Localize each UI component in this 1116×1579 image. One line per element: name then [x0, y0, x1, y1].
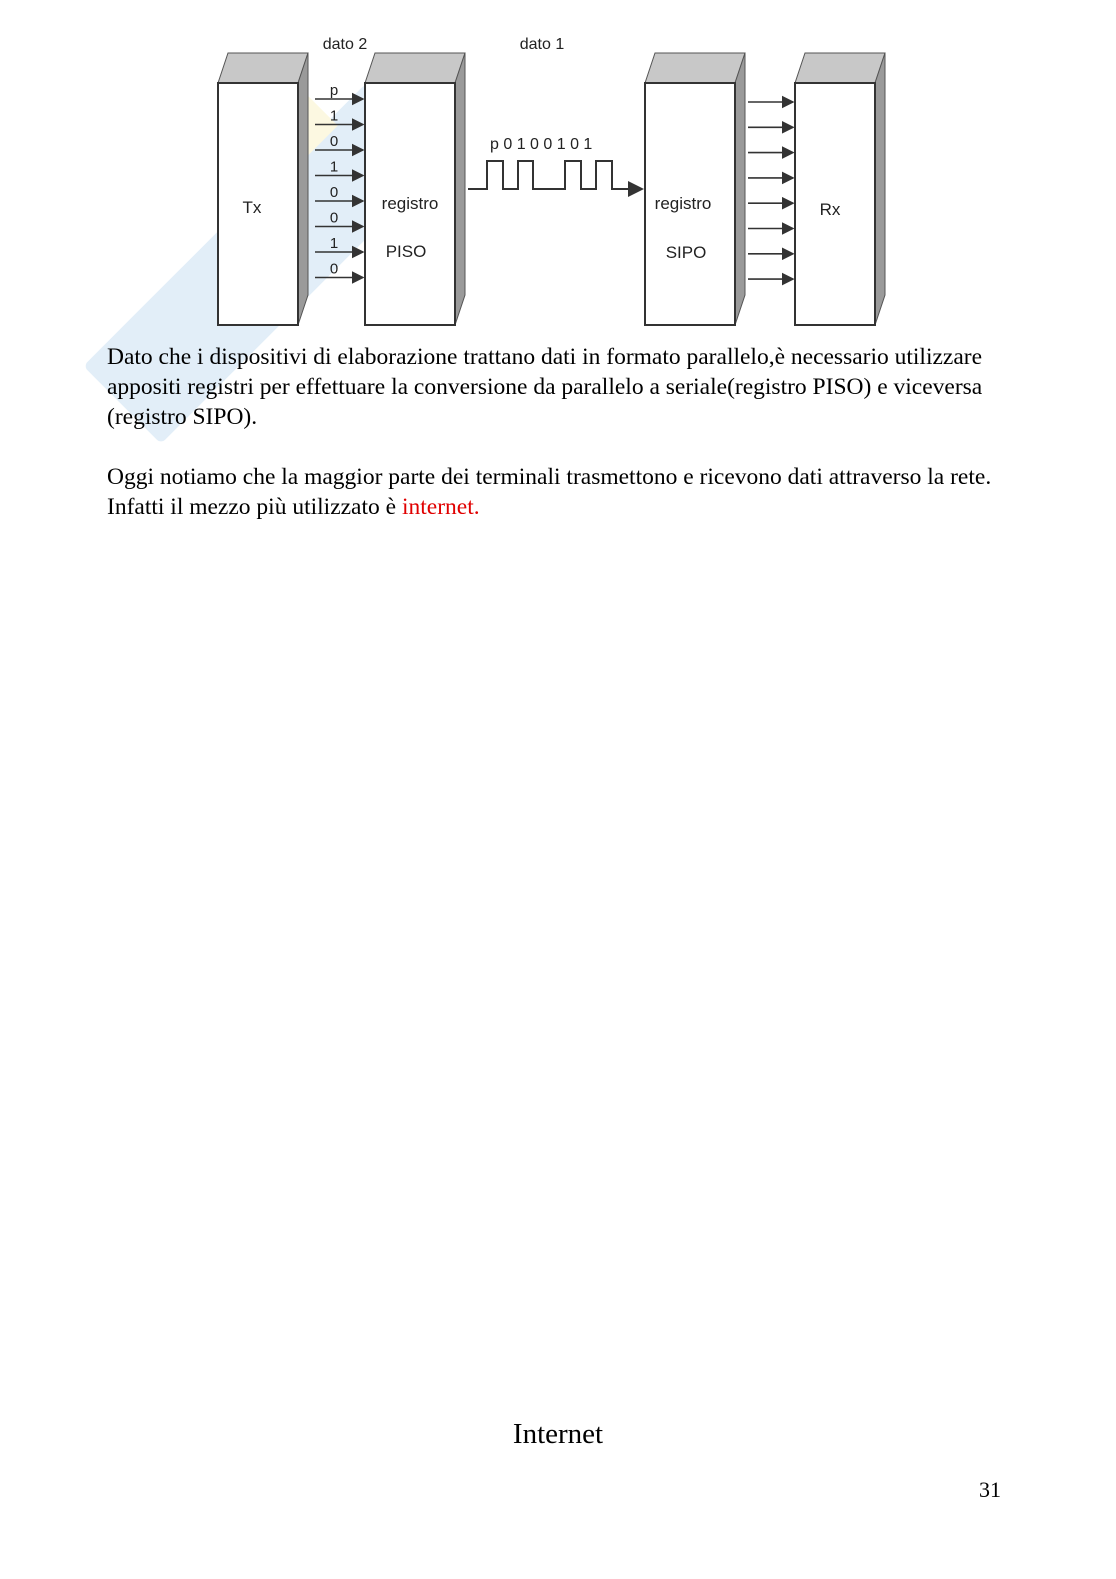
rx-label: Rx [819, 200, 841, 219]
sipo-label-line1: registro [654, 194, 712, 213]
input-bit-label: 0 [329, 133, 339, 150]
paragraph-conversion: Dato che i dispositivi di elaborazione trattano dati in formato parallelo,è necessario utilizzare appositi registri per effettuare la conversione da parallelo a seriale(registro PISO) e viceversa (registro SIPO). [107, 344, 983, 430]
parallel-output-lines [748, 102, 793, 279]
piso-label-line2: PISO [385, 242, 427, 261]
serial-conversion-diagram [190, 25, 920, 340]
paragraph-internet [107, 462, 1007, 522]
page-number: 31 [979, 1477, 1001, 1502]
serial-sequence-label: p 0 1 0 0 1 0 1 [490, 136, 593, 153]
paragraph-internet-text: Oggi notiamo che la maggior parte dei terminali trasmettono e ricevono dati attraverso la rete. Infatti il mezzo più utilizzato è [107, 464, 992, 520]
sipo-box [645, 53, 745, 325]
rx-box [795, 53, 885, 325]
internet-highlight: internet. [401, 494, 480, 520]
serial-waveform [468, 161, 642, 189]
sipo-label-line2: SIPO [665, 243, 707, 262]
piso-label-line1: registro [381, 194, 439, 213]
piso-box [365, 53, 465, 325]
input-bit-label: 0 [329, 184, 339, 201]
input-bit-label: p [329, 82, 339, 99]
tx-label: Tx [242, 198, 262, 217]
parallel-input-lines [315, 82, 363, 278]
dato1-label: dato 1 [519, 36, 565, 53]
input-bit-label: 0 [329, 209, 339, 227]
input-bit-label: 1 [329, 235, 339, 252]
tx-box [218, 53, 308, 325]
input-bit-label: 1 [329, 107, 339, 125]
section-heading-internet: Internet [512, 1418, 604, 1450]
input-bit-label: 1 [329, 158, 339, 176]
input-bit-label: 0 [329, 260, 339, 278]
dato2-label: dato 2 [322, 36, 368, 53]
